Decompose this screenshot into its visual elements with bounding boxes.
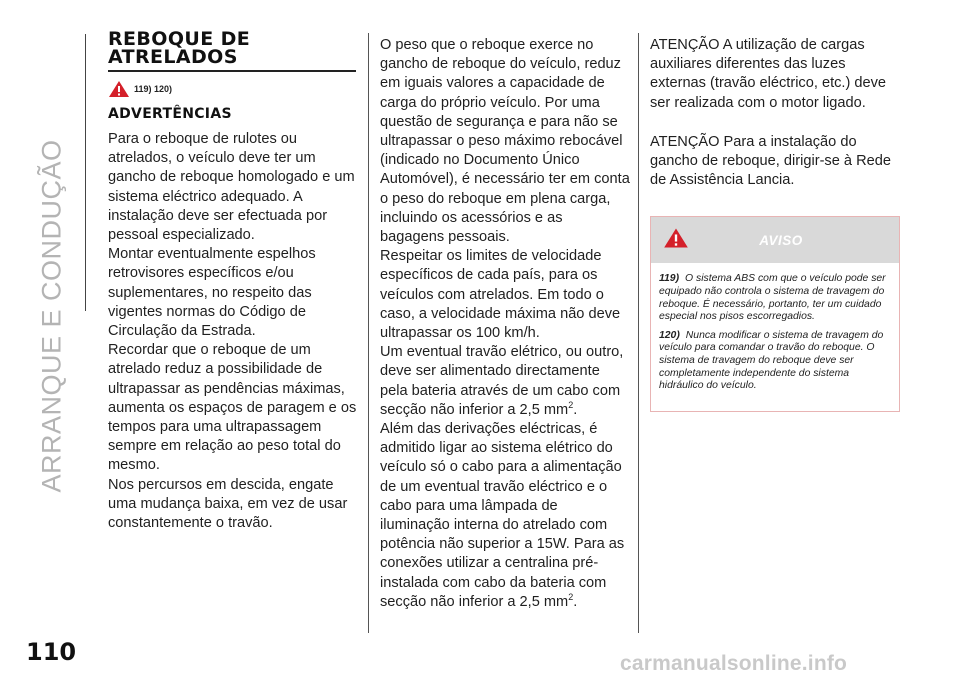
paragraph: Além das derivações eléctricas, é admitido ligar ao sistema elétrico do veículo só o cabo para a alimentação de um eventual travão eléctrico e o cabo para uma lâmpada de iluminação interna do atrelado com potência não superior a 15W. Para as conexões utilizar a centralina pré-instalada com cabo da bateria com secção não inferior a 2,5 $mm^2$. — [380, 421, 625, 610]
title-underline — [108, 70, 356, 72]
warning-triangle-icon — [663, 227, 689, 249]
aviso-title: AVISO — [759, 232, 803, 248]
side-divider — [85, 34, 86, 311]
paragraph: ATENÇÃO Para a instalação do gancho de reboque, dirigir-se à Rede de Assistência Lancia. — [650, 133, 891, 189]
subheading: ADVERTÊNCIAS — [108, 106, 232, 122]
chapter-side-label: ARRANQUE E CONDUÇÃO — [36, 139, 67, 493]
paragraph: Para o reboque de rulotes ou atrelados, o veículo deve ter um gancho de reboque homologado e um sistema eléctrico adequado. A instalação deve ser efectuada por pessoal especializado. — [108, 131, 355, 244]
paragraph: Respeitar os limites de velocidade específicos de cada país, para os veículos com atrelados. Em todo o caso, a velocidade máxima não deve ultrapassar os 100 km/h. — [380, 248, 621, 342]
paragraph: Recordar que o reboque de um atrelado reduz a possibilidade de ultrapassar as pendências máximas, aumenta os espaços de paragem e os tempos para uma ultrapassagem sempre em relação ao peso total do mesmo. — [108, 342, 357, 474]
column-divider-1 — [368, 33, 369, 633]
column-1-text — [108, 130, 360, 533]
note-item: 119) O sistema ABS com que o veículo pode ser equipado não controla o sistema de travagem do reboque. É necessário, portanto, ter um cuidado especial nos pisos escorregadios. — [659, 273, 886, 323]
aviso-header — [651, 217, 899, 263]
paragraph: O peso que o reboque exerce no gancho de reboque do veículo, reduz em iguais valores a capacidade de carga do próprio veículo. Por uma questão de segurança e para não se ultrapassar o peso máximo rebocável (indicado no Documento Único Automóvel), é necessário ter em conta o peso do reboque em plena carga, incluindo os acessórios e as bagagens pessoais. — [380, 37, 630, 246]
section-title-line1: REBOQUE DE — [108, 28, 251, 50]
column-divider-2 — [638, 33, 639, 633]
column-1 — [108, 30, 360, 533]
aviso-notes — [651, 263, 899, 410]
paragraph: Um eventual travão elétrico, ou outro, deve ser alimentado directamente pela bateria através de um cabo com secção não inferior a 2,5 $mm^2$. — [380, 344, 624, 418]
aviso-box — [650, 216, 900, 411]
warning-refs — [108, 80, 360, 98]
note-item: 120) Nunca modificar o sistema de travagem do veículo para comandar o travão do reboque. O sistema de travagem do reboque deve ser completamente independente do sistema hidráulico do veículo. — [659, 329, 884, 392]
paragraph: ATENÇÃO A utilização de cargas auxiliares diferentes das luzes externas (travão eléctrico, etc.) deve ser realizada com o motor ligado. — [650, 37, 887, 111]
page-number: 110 — [26, 638, 77, 666]
warning-triangle-icon — [108, 80, 130, 98]
paragraph: Nos percursos em descida, engate uma mudança baixa, em vez de usar constantemente o travão. — [108, 476, 348, 532]
column-2 — [380, 36, 630, 612]
section-title-line2: ATRELADOS — [108, 46, 238, 68]
column-3 — [650, 36, 902, 412]
watermark: carmanualsonline.info — [620, 652, 848, 675]
paragraph: Montar eventualmente espelhos retrovisores específicos e/ou suplementares, no respeito das vigentes normas do Código de Circulação da Estrada. — [108, 246, 316, 340]
section-title — [108, 30, 360, 66]
refs-text: 119) 120) — [134, 84, 173, 94]
